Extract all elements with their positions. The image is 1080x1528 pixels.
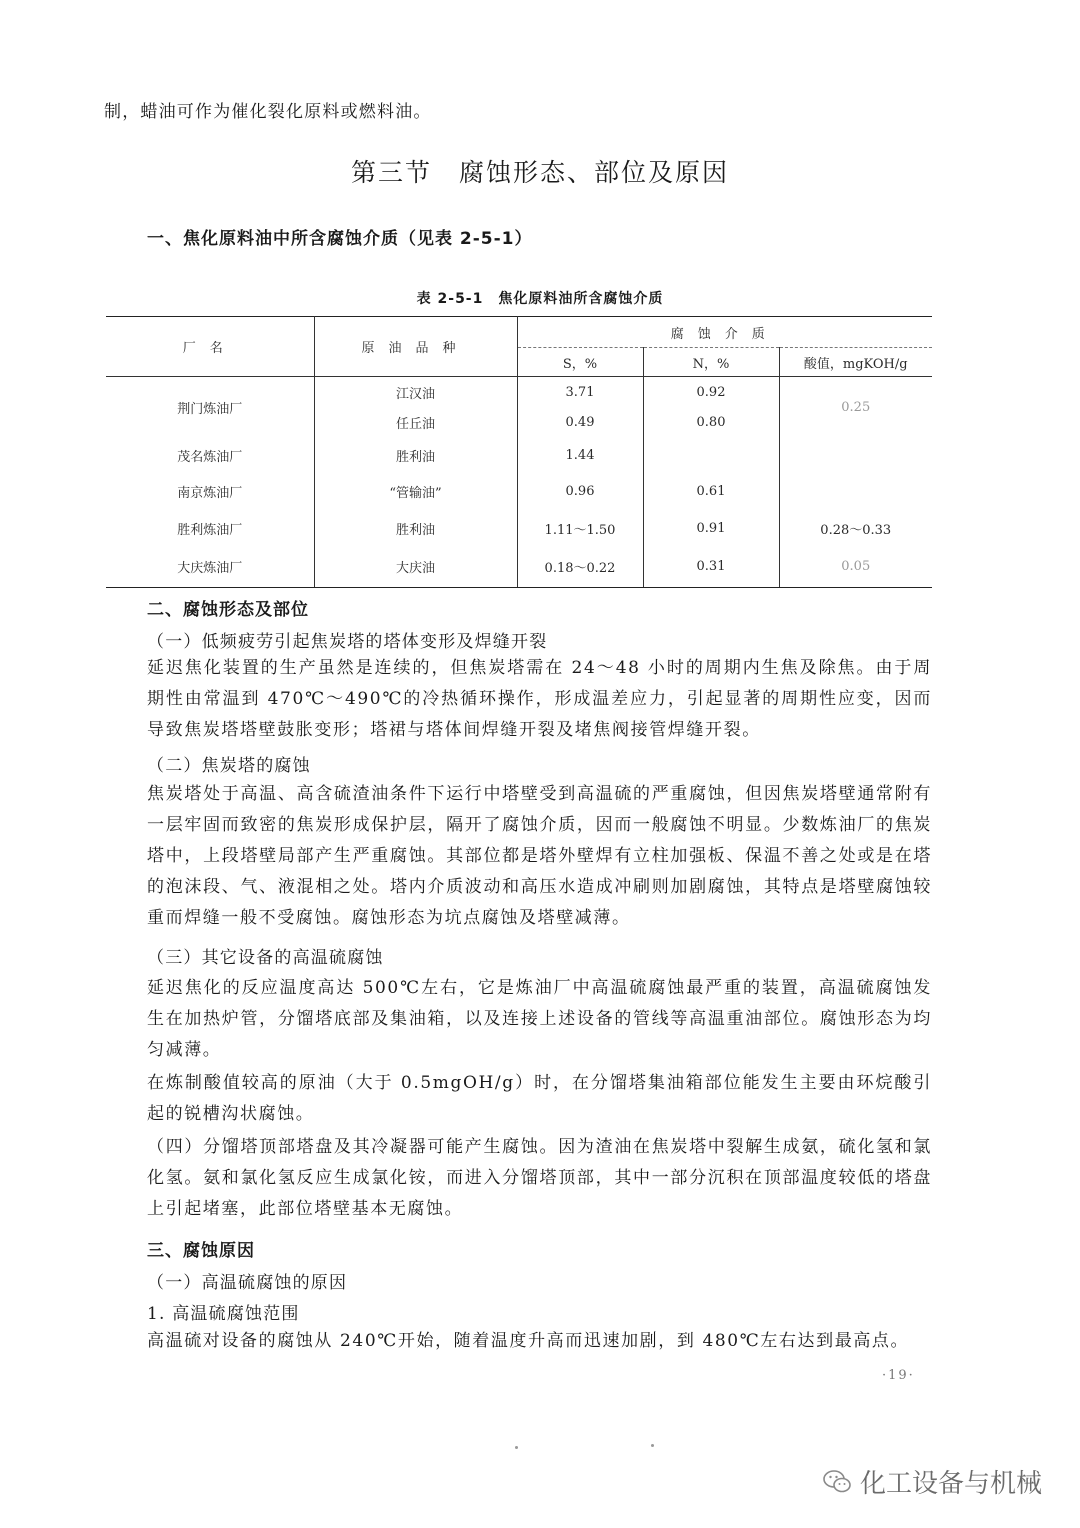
paragraph-2-2: 焦炭塔处于高温、高含硫渣油条件下运行中塔壁受到高温硫的严重腐蚀，但因焦炭塔壁通常附有一层牢固而致密的焦炭形成保护层，隔开了腐蚀介质，因而一般腐蚀不明显。少数炼油厂的焦炭塔中，上段塔壁局部产生严重腐蚀。其部位都是塔外壁焊有立柱加强板、保温不善之处或是在塔的泡沫段、气、液混相之处。塔内介质波动和高压水造成冲刷则加剧腐蚀，其特点是塔壁腐蚀较重而焊缝一般不受腐蚀。腐蚀形态为坑点腐蚀及塔壁减薄。	[147, 784, 932, 928]
header-medium: 腐蚀介质	[517, 317, 932, 348]
cell-factory: 大庆炼油厂	[106, 547, 314, 587]
cell-acid: 0.25	[841, 399, 871, 415]
cell-s: 0.49	[517, 407, 643, 437]
cell-factory: 荆门炼油厂	[106, 377, 314, 438]
section-title: 第三节 腐蚀形态、部位及原因	[350, 158, 729, 187]
subheading-2-3: （三）其它设备的高温硫腐蚀	[147, 948, 384, 968]
cell-factory: 胜利炼油厂	[106, 509, 314, 547]
paragraph-2-3: 延迟焦化的反应温度高达 500℃左右，它是炼油厂中高温硫腐蚀最严重的装置，高温硫腐蚀发生在加热炉管，分馏塔底部及集油箱，以及连接上述设备的管线等高温重油部位。腐蚀形态为均匀减薄。	[147, 978, 932, 1060]
cell-crude: “管输油”	[314, 473, 517, 509]
cell-s: 0.96	[517, 473, 643, 509]
top-line: 制，蜡油可作为催化裂化原料或燃料油。	[104, 102, 432, 122]
subheading-2-1: （一）低频疲劳引起焦炭塔的塔体变形及焊缝开裂	[147, 632, 548, 652]
header-factory: 厂名	[106, 317, 314, 377]
cell-crude: 胜利油	[314, 437, 517, 473]
cell-n: 0.61	[643, 473, 779, 509]
paragraph-2-4: 在炼制酸值较高的原油（大于 0.5mgOH/g）时，在分馏塔集油箱部位能发生主要由环烷酸引起的锐槽沟状腐蚀。	[147, 1073, 932, 1124]
cell-factory: 南京炼油厂	[106, 473, 314, 509]
paragraph-2-5: （四）分馏塔顶部塔盘及其冷凝器可能产生腐蚀。因为渣油在焦炭塔中裂解生成氨，硫化氢和氯化氢。氨和氯化氢反应生成氯化铵，而进入分馏塔顶部，其中一部分沉积在顶部温度较低的塔盘上引起堵塞，此部位塔壁基本无腐蚀。	[147, 1137, 932, 1219]
cell-s: 3.71	[517, 377, 643, 408]
cell-factory: 茂名炼油厂	[106, 437, 314, 473]
subheading-2-2: （二）焦炭塔的腐蚀	[147, 756, 311, 776]
table-row	[106, 377, 932, 408]
watermark-text: 化工设备与机械	[860, 1469, 1043, 1499]
cell-crude: 大庆油	[314, 547, 517, 587]
cell-acid	[779, 437, 932, 473]
paragraph-2-1: 延迟焦化装置的生产虽然是连续的，但焦炭塔需在 24～48 小时的周期内生焦及除焦。由于周期性由常温到 470℃～490℃的冷热循环操作，形成温差应力，引起显著的周期性应变，因而导致焦炭塔塔壁鼓胀变形；塔裙与塔体间焊缝开裂及堵焦阀接管焊缝开裂。	[147, 658, 932, 740]
cell-n: 0.91	[643, 509, 779, 547]
table-row	[106, 437, 932, 473]
heading-2: 二、腐蚀形态及部位	[147, 600, 309, 620]
table-caption: 表 2-5-1 焦化原料油所含腐蚀介质	[416, 291, 664, 307]
cell-acid	[779, 473, 932, 509]
cell-s: 1.11～1.50	[517, 509, 643, 547]
page-number: ·19·	[882, 1368, 915, 1383]
heading-3: 三、腐蚀原因	[147, 1241, 255, 1261]
cell-acid: 0.05	[779, 547, 932, 587]
cell-crude: 江汉油	[314, 377, 517, 408]
table-row	[106, 547, 932, 587]
cell-n: 0.92	[643, 377, 779, 408]
cell-acid: 0.28～0.33	[820, 522, 892, 538]
scan-speck	[515, 1446, 518, 1449]
cell-crude: 任丘油	[314, 407, 517, 437]
watermark	[822, 1463, 1042, 1500]
table-row	[106, 509, 932, 547]
cell-n: 0.80	[643, 407, 779, 437]
cell-s: 1.44	[517, 437, 643, 473]
header-n: N，%	[643, 348, 779, 377]
cell-s: 0.18～0.22	[517, 547, 643, 587]
scan-speck	[651, 1444, 654, 1447]
header-crude: 原油品种	[314, 317, 517, 377]
header-acid: 酸值，mgKOH/g	[779, 348, 932, 377]
header-s: S，%	[517, 348, 643, 377]
subheading-3-1: （一）高温硫腐蚀的原因	[147, 1273, 348, 1293]
corrosion-media-table	[106, 316, 932, 588]
heading-1: 一、焦化原料油中所含腐蚀介质（见表 2-5-1）	[147, 229, 533, 249]
cell-n: 0.31	[643, 547, 779, 587]
subheading-3-1-1: 1. 高温硫腐蚀范围	[147, 1304, 300, 1324]
cell-n	[643, 437, 779, 473]
paragraph-3-1: 高温硫对设备的腐蚀从 240℃开始，随着温度升高而迅速加剧，到 480℃左右达到最高点。	[147, 1331, 910, 1351]
wechat-icon	[822, 1469, 852, 1495]
cell-crude: 胜利油	[314, 509, 517, 547]
table-row	[106, 473, 932, 509]
